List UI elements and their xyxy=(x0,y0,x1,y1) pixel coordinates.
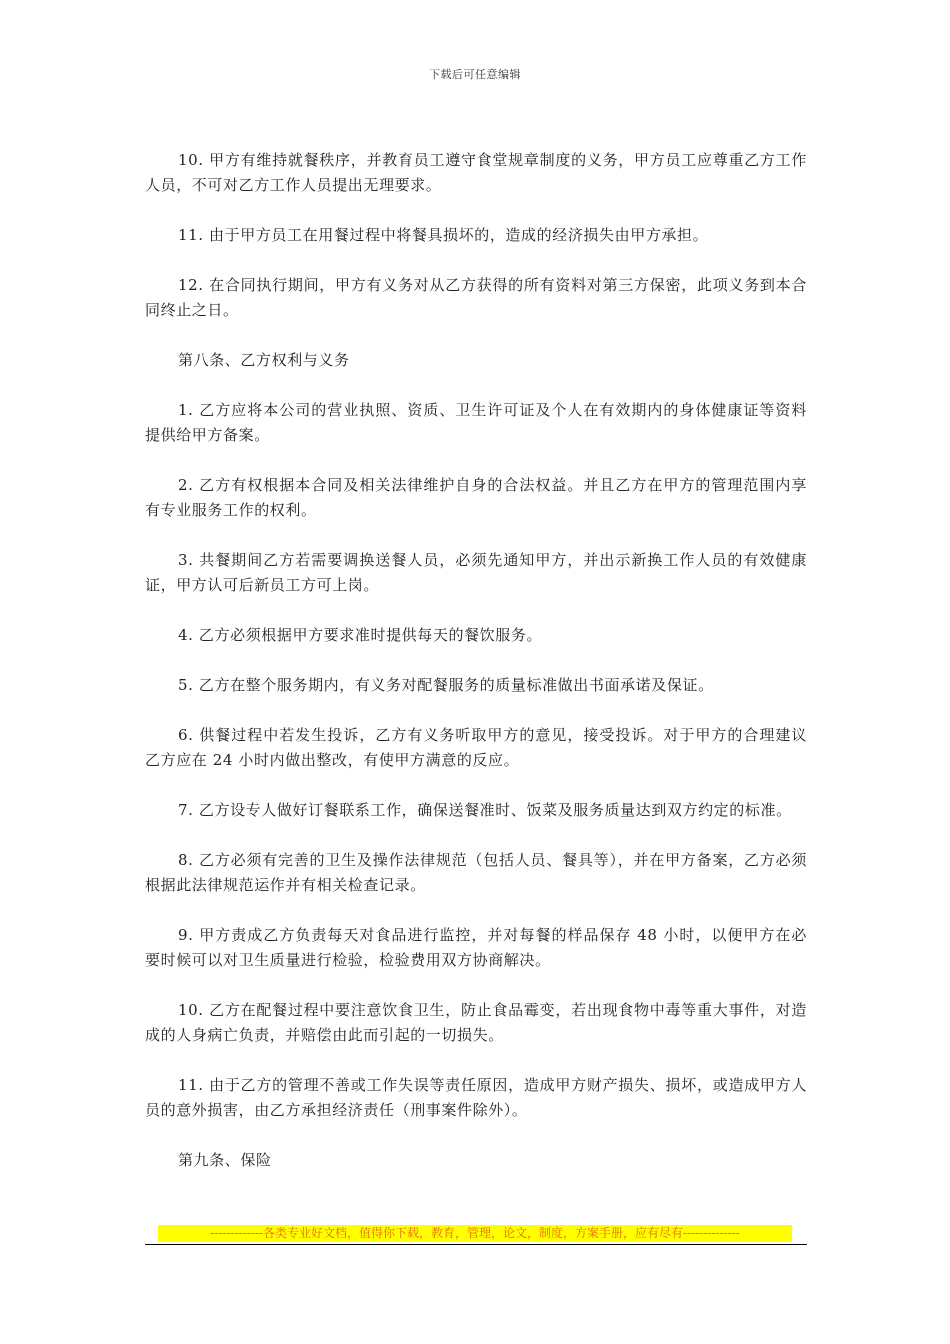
clause-paragraph: 2. 乙方有权根据本合同及相关法律维护自身的合法权益。并且乙方在甲方的管理范围内享有专业服务工作的权利。 xyxy=(145,476,807,519)
clause-paragraph: 8. 乙方必须有完善的卫生及操作法律规范（包括人员、餐具等），并在甲方备案，乙方必须根据此法律规范运作并有相关检查记录。 xyxy=(145,851,807,894)
clause-paragraph: 11. 由于甲方员工在用餐过程中将餐具损坏的，造成的经济损失由甲方承担。 xyxy=(178,226,709,244)
clause-paragraph: 9. 甲方责成乙方负责每天对食品进行监控，并对每餐的样品保存 48 小时，以便甲方在必要时候可以对卫生质量进行检验，检验费用双方协商解决。 xyxy=(145,926,807,969)
clause-paragraph: 10. 乙方在配餐过程中要注意饮食卫生，防止食品霉变，若出现食物中毒等重大事件，对造成的人身病亡负责，并赔偿由此而引起的一切损失。 xyxy=(145,1001,807,1044)
clause-paragraph: 7. 乙方设专人做好订餐联系工作，确保送餐准时、饭菜及服务质量达到双方约定的标准。 xyxy=(178,801,792,819)
clause-paragraph: 11. 由于乙方的管理不善或工作失误等责任原因，造成甲方财产损失、损坏，或造成甲方人员的意外损害，由乙方承担经济责任（刑事案件除外）。 xyxy=(145,1076,807,1119)
clause-paragraph: 5. 乙方在整个服务期内，有义务对配餐服务的质量标准做出书面承诺及保证。 xyxy=(178,676,714,694)
clause-paragraph: 4. 乙方必须根据甲方要求准时提供每天的餐饮服务。 xyxy=(178,626,543,644)
section-heading: 第八条、乙方权利与义务 xyxy=(178,351,350,369)
footer-banner: -------------各类专业好文档，值得你下载，教育，管理，论文，制度，方案手册，应有尽有-------------- xyxy=(158,1225,792,1242)
section-heading: 第九条、保险 xyxy=(178,1151,272,1169)
clause-paragraph: 1. 乙方应将本公司的营业执照、资质、卫生许可证及个人在有效期内的身体健康证等资料提供给甲方备案。 xyxy=(145,401,807,444)
document-body xyxy=(145,148,807,1198)
footer-divider xyxy=(145,1244,807,1245)
clause-paragraph: 6. 供餐过程中若发生投诉，乙方有义务听取甲方的意见，接受投诉。对于甲方的合理建议乙方应在 24 小时内做出整改，有使甲方满意的反应。 xyxy=(145,726,807,769)
clause-paragraph: 12. 在合同执行期间，甲方有义务对从乙方获得的所有资料对第三方保密，此项义务到本合同终止之日。 xyxy=(145,276,807,319)
clause-paragraph: 3. 共餐期间乙方若需要调换送餐人员，必须先通知甲方，并出示新换工作人员的有效健康证，甲方认可后新员工方可上岗。 xyxy=(145,551,807,594)
clause-paragraph: 10. 甲方有维持就餐秩序，并教育员工遵守食堂规章制度的义务，甲方员工应尊重乙方工作人员，不可对乙方工作人员提出无理要求。 xyxy=(145,151,807,194)
page-header: 下载后可任意编辑 xyxy=(429,68,521,81)
